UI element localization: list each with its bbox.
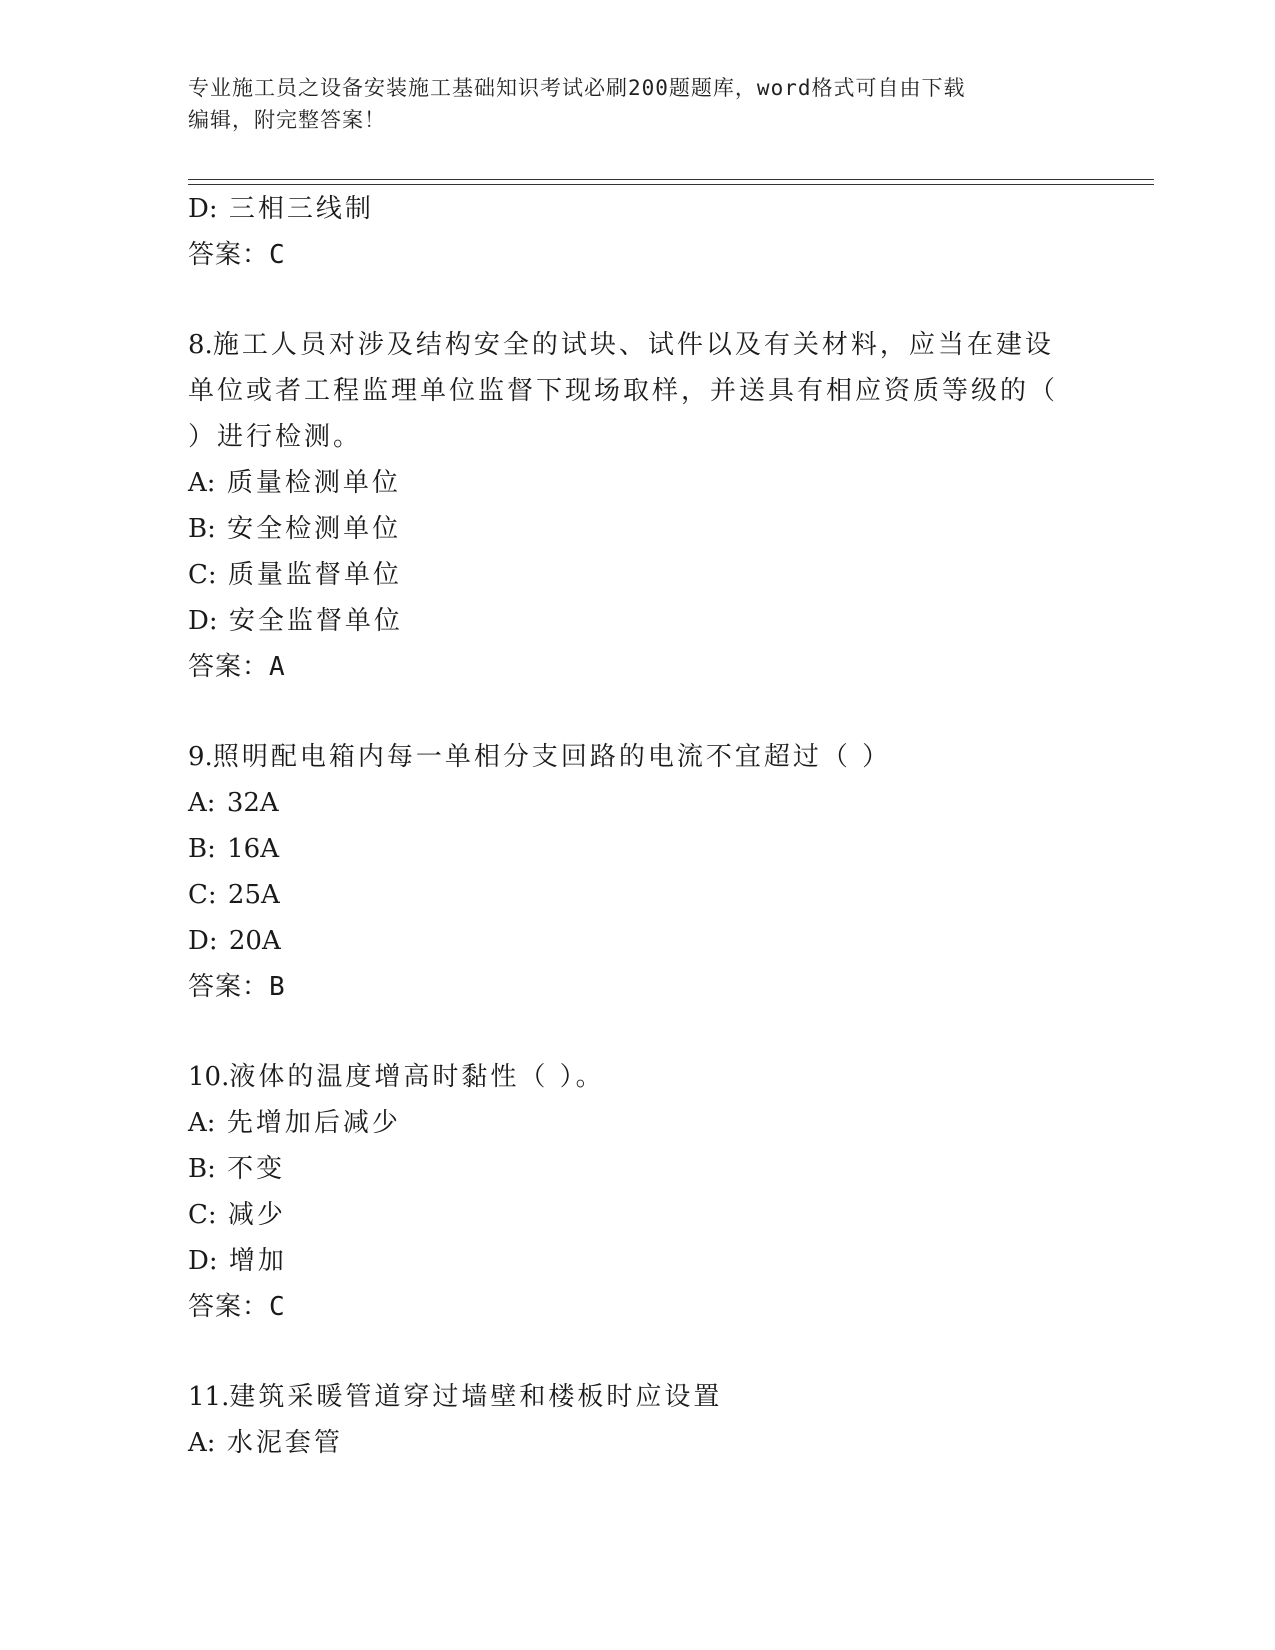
- header-line-2: 编辑，附完整答案！: [188, 108, 386, 132]
- question-text-line: 10.液体的温度增高时黏性（ ）。: [188, 1062, 605, 1092]
- option-a: A: 质量检测单位: [188, 468, 401, 498]
- answer-line: 答案：B: [188, 972, 285, 1002]
- option-a: A: 32A: [188, 788, 279, 818]
- question-9: [188, 734, 1068, 1010]
- question-text-line: 单位或者工程监理单位监督下现场取样，并送具有相应资质等级的（: [188, 376, 1059, 406]
- option-d: D: 增加: [188, 1246, 287, 1276]
- answer-line: 答案：C: [188, 240, 285, 270]
- option-b: B: 不变: [188, 1154, 286, 1184]
- document-header: [188, 72, 1068, 136]
- option-d: D: 三相三线制: [188, 194, 374, 224]
- option-a: A: 先增加后减少: [188, 1108, 401, 1138]
- question-text-line: 11.建筑采暖管道穿过墙壁和楼板时应设置: [188, 1382, 723, 1412]
- document-body: [188, 186, 1068, 1466]
- option-d: D: 安全监督单位: [188, 606, 403, 636]
- header-line-1: 专业施工员之设备安装施工基础知识考试必刷200题题库，word格式可自由下载: [188, 76, 966, 100]
- answer-line: 答案：A: [188, 652, 285, 682]
- option-c: C: 质量监督单位: [188, 560, 402, 590]
- header-divider-top: [188, 179, 1154, 180]
- question-text-line: ）进行检测。: [188, 422, 363, 452]
- option-a: A: 水泥套管: [188, 1428, 343, 1458]
- answer-line: 答案：C: [188, 1292, 285, 1322]
- option-d: D: 20A: [188, 926, 281, 956]
- question-text-line: 9.照明配电箱内每一单相分支回路的电流不宜超过（ ）: [188, 742, 892, 772]
- question-10: [188, 1054, 1068, 1330]
- option-b: B: 安全检测单位: [188, 514, 402, 544]
- question-8: [188, 322, 1068, 690]
- option-b: B: 16A: [188, 834, 280, 864]
- option-c: C: 25A: [188, 880, 280, 910]
- question-11: [188, 1374, 1068, 1466]
- question-text-line: 8.施工人员对涉及结构安全的试块、试件以及有关材料，应当在建设: [188, 330, 1054, 360]
- header-divider-bottom: [188, 184, 1154, 185]
- option-c: C: 减少: [188, 1200, 286, 1230]
